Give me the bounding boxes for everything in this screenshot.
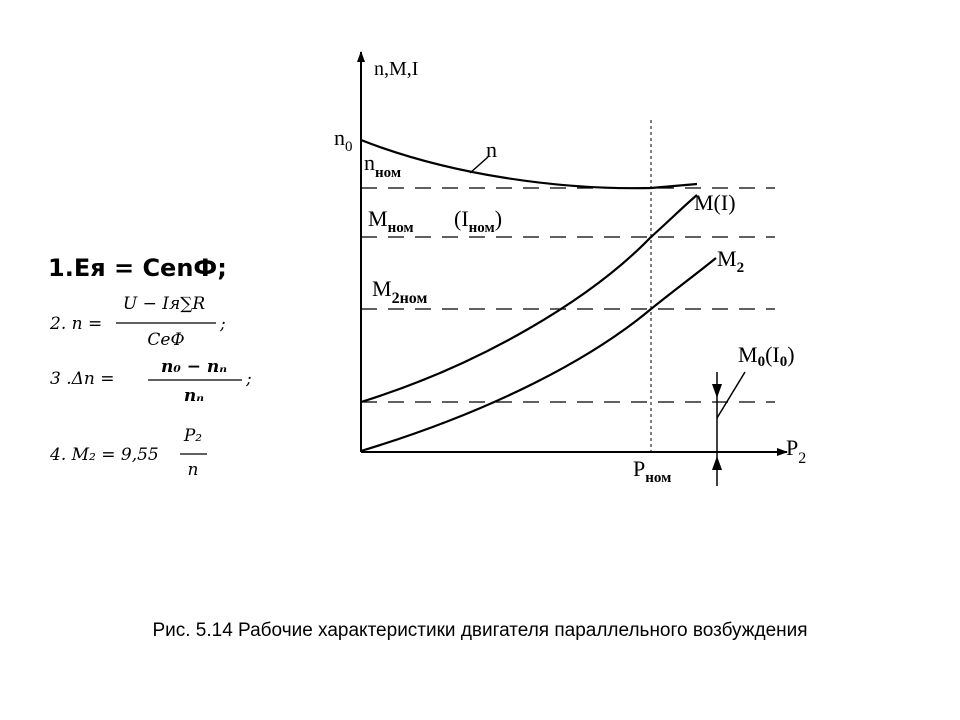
formula-3-numerator: n₀ − nₙ [160,357,228,377]
x-axis-label: $P_2$ [786,435,807,467]
y-axis-label: n,M,I [374,58,419,80]
formula-3-prefix: 3 .Δn = [50,369,115,389]
m-i-curve-label: M(I) [694,190,736,215]
formula-4-prefix: 4. M₂ = 9,55 [50,445,159,465]
m2-curve [361,258,716,451]
i-nom-label: $(I_{ном})$ [454,206,503,236]
m0-leader-line [717,372,745,418]
formula-2-suffix: ; [220,314,226,334]
n0-label: $n_0$ [334,125,353,155]
n-curve [361,140,697,188]
m-nom-label: $M_{ном}$ [368,206,414,236]
m0-i0-label: M0(I0) [738,342,795,370]
formula-4-denominator: n [187,460,199,480]
formula-3-suffix: ; [246,369,252,389]
formula-2-numerator: U − Iя∑R [122,294,206,314]
p-nom-label: $P_{ном}$ [633,456,672,486]
formula-3-denominator: nₙ [183,386,205,406]
figure-caption: Рис. 5.14 Рабочие характеристики двигателя параллельного возбуждения [152,620,808,641]
formula-4-numerator: P₂ [183,426,203,446]
formula-2-denominator: СеФ [147,330,185,350]
formula-1: 1.Ея = СеnФ; [48,254,227,282]
m2-curve-label: $M_2$ [717,246,745,276]
m0-arrow-up-icon [712,456,722,470]
n-curve-label: n [486,137,497,162]
m0-arrow-down-icon [712,384,722,398]
formula-2-prefix: 2. n = [50,314,103,334]
m2-nom-label: $M_{2ном}$ [372,276,428,307]
n-nom-label: $n_{ном}$ [364,150,402,181]
